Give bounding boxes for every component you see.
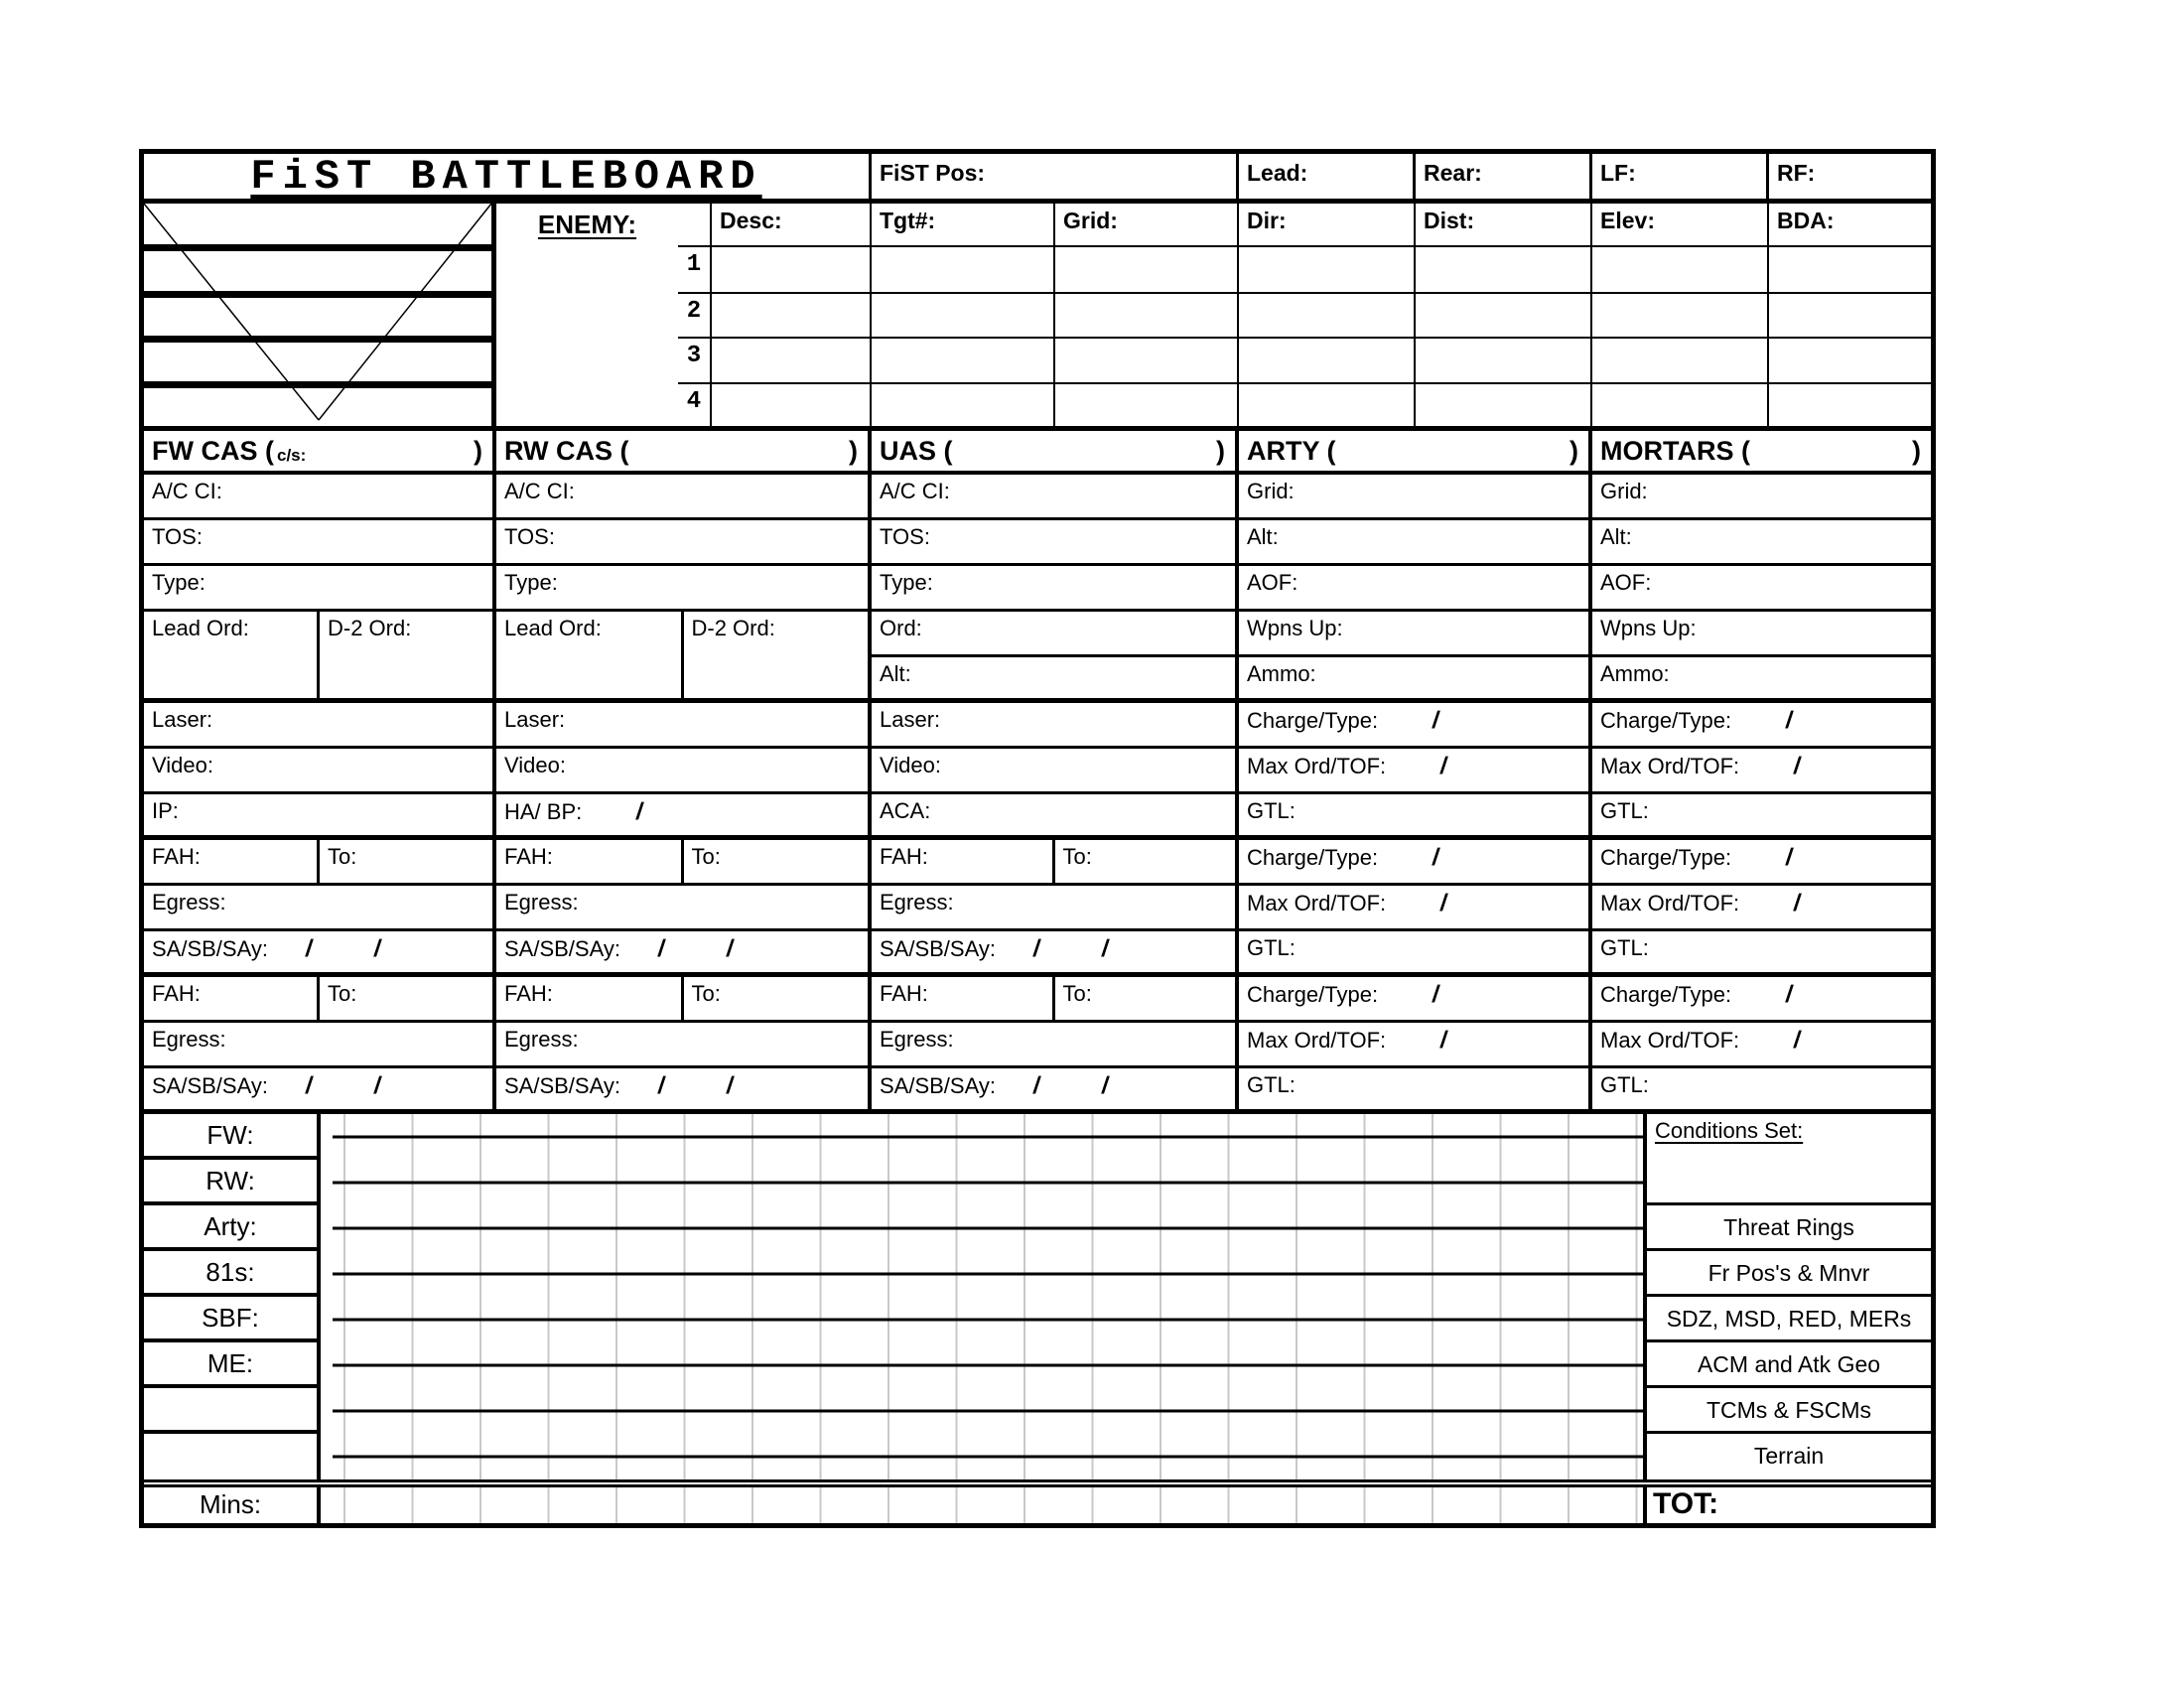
slash-mark: / xyxy=(1099,1072,1111,1099)
mortars-grid-label: Grid: xyxy=(1600,479,1648,503)
enemy-elev-cell-4[interactable] xyxy=(1592,384,1769,426)
enemy-grid-cell-3[interactable] xyxy=(1055,339,1239,384)
arty-charge1-field[interactable] xyxy=(1239,703,1588,749)
enemy-tgt-cell-3[interactable] xyxy=(872,339,1055,384)
arty-gtl3-field[interactable] xyxy=(1239,1068,1588,1114)
enemy-dist-cell-2[interactable] xyxy=(1416,294,1592,339)
mortars-charge1-field[interactable] xyxy=(1592,703,1931,749)
enemy-desc-header: Desc: xyxy=(712,204,872,247)
lead-label: Lead: xyxy=(1247,160,1308,186)
enemy-number-column xyxy=(678,204,712,426)
tot-label: TOT: xyxy=(1653,1487,1719,1520)
enemy-bda-cell-3[interactable] xyxy=(1769,339,1931,384)
enemy-tgt-cell-1[interactable] xyxy=(872,247,1055,294)
slash-mark: / xyxy=(634,798,645,825)
enemy-grid-cell-2[interactable] xyxy=(1055,294,1239,339)
arty-gtl2-label: GTL: xyxy=(1247,935,1296,960)
arty-ammo-label: Ammo: xyxy=(1247,661,1316,686)
top-header-row xyxy=(144,154,1931,204)
rw-sa2-label: SA/SB/SAy: xyxy=(504,1073,620,1098)
mortars-gtl3-label: GTL: xyxy=(1600,1072,1649,1097)
rf-label: RF: xyxy=(1777,160,1816,186)
enemy-grid-column xyxy=(1055,204,1239,426)
condition-threat-rings[interactable]: Threat Rings xyxy=(1647,1205,1931,1251)
arty-maxord1-field[interactable] xyxy=(1239,749,1588,794)
rw-lead-ord-field[interactable] xyxy=(496,612,684,698)
mortars-maxord1-label: Max Ord/TOF: xyxy=(1600,754,1740,778)
uas-video-field[interactable] xyxy=(872,749,1235,794)
fw-cas-close-paren: ) xyxy=(474,435,482,466)
enemy-dir-cell-4[interactable] xyxy=(1239,384,1416,426)
fw-to2-field[interactable] xyxy=(320,977,492,1020)
enemy-row-number-2: 2 xyxy=(678,294,712,339)
fw-ac-ci-label: A/C CI: xyxy=(152,479,222,503)
uas-close-paren: ) xyxy=(1216,435,1225,466)
fw-ip-label: IP: xyxy=(152,798,179,823)
fw-laser-field[interactable] xyxy=(144,703,492,749)
arty-alt-label: Alt: xyxy=(1247,524,1279,549)
mortars-gtl3-field[interactable] xyxy=(1592,1068,1931,1114)
mins-row xyxy=(144,1487,1931,1523)
rw-ac-ci-label: A/C CI: xyxy=(504,479,575,503)
mortars-charge3-field[interactable] xyxy=(1592,977,1931,1023)
enemy-grid-cell-4[interactable] xyxy=(1055,384,1239,426)
enemy-dir-cell-1[interactable] xyxy=(1239,247,1416,294)
arty-charge1-label: Charge/Type: xyxy=(1247,708,1379,733)
timeline-label-81s: 81s: xyxy=(144,1251,317,1297)
fw-ip-field[interactable] xyxy=(144,794,492,840)
arty-grid-field[interactable] xyxy=(1239,475,1588,520)
slash-mark: / xyxy=(1031,1072,1042,1099)
rw-lead-ord-label: Lead Ord: xyxy=(504,616,602,640)
uas-ac-ci-label: A/C CI: xyxy=(880,479,950,503)
mortars-wpns-up-label: Wpns Up: xyxy=(1600,616,1697,640)
uas-title: UAS ( xyxy=(880,435,953,466)
rw-cas-close-paren: ) xyxy=(849,435,858,466)
mortars-charge1-label: Charge/Type: xyxy=(1600,708,1732,733)
enemy-dir-cell-3[interactable] xyxy=(1239,339,1416,384)
mortars-maxord2-label: Max Ord/TOF: xyxy=(1600,891,1740,915)
rw-d2-ord-field[interactable] xyxy=(684,612,869,698)
rw-cas-title: RW CAS ( xyxy=(504,435,629,466)
arty-maxord3-label: Max Ord/TOF: xyxy=(1247,1028,1387,1053)
uas-aca-label: ACA: xyxy=(880,798,931,823)
fw-video-field[interactable] xyxy=(144,749,492,794)
rw-ha-bp-label: HA/ BP: xyxy=(504,799,583,824)
mortars-column xyxy=(1592,431,1931,1114)
conditions-set-text: Conditions Set: xyxy=(1655,1118,1804,1143)
slash-mark: / xyxy=(656,1072,667,1099)
slash-mark: / xyxy=(1031,935,1042,962)
conditions-column xyxy=(1643,1114,1931,1479)
mortars-wpns-up-field[interactable] xyxy=(1592,612,1931,657)
condition-sdz-msd-red-mers[interactable]: SDZ, MSD, RED, MERs xyxy=(1647,1297,1931,1342)
rw-laser-label: Laser: xyxy=(504,707,566,732)
rw-cas-column xyxy=(496,431,872,1114)
uas-alt-label: Alt: xyxy=(880,661,911,686)
asset-columns-section xyxy=(144,431,1931,1114)
fw-tos-label: TOS: xyxy=(152,524,203,549)
condition-fr-pos-mnvr[interactable]: Fr Pos's & Mnvr xyxy=(1647,1251,1931,1297)
fw-to2-label: To: xyxy=(328,981,357,1006)
slash-mark: / xyxy=(724,1072,736,1099)
mins-label-cell xyxy=(144,1487,321,1523)
enemy-desc-cell-1[interactable] xyxy=(712,247,872,294)
enemy-grid-cell-1[interactable] xyxy=(1055,247,1239,294)
rw-to1-label: To: xyxy=(691,844,721,869)
enemy-elev-header: Elev: xyxy=(1592,204,1769,247)
uas-header xyxy=(872,431,1235,475)
uas-sa2-label: SA/SB/SAy: xyxy=(880,1073,996,1098)
mortars-charge2-label: Charge/Type: xyxy=(1600,845,1732,870)
uas-sa1-field[interactable] xyxy=(872,931,1235,977)
timeline-label-blank-1[interactable] xyxy=(144,1388,317,1434)
rw-to2-label: To: xyxy=(691,981,721,1006)
fw-egress1-field[interactable] xyxy=(144,886,492,931)
timeline-label-column xyxy=(144,1114,321,1479)
enemy-target-table xyxy=(678,204,1931,426)
fist-pos-field[interactable] xyxy=(872,154,1239,199)
mortars-close-paren: ) xyxy=(1912,435,1921,466)
uas-to1-label: To: xyxy=(1062,844,1092,869)
rw-egress1-field[interactable] xyxy=(496,886,868,931)
slash-mark: / xyxy=(1792,753,1803,779)
slash-mark: / xyxy=(371,935,383,962)
arty-charge2-label: Charge/Type: xyxy=(1247,845,1379,870)
condition-tcms-fscms[interactable]: TCMs & FSCMs xyxy=(1647,1388,1931,1434)
uas-fah1-label: FAH: xyxy=(880,844,928,869)
enemy-bda-cell-4[interactable] xyxy=(1769,384,1931,426)
enemy-elev-column xyxy=(1592,204,1769,426)
fw-egress2-label: Egress: xyxy=(152,1027,226,1052)
arty-close-paren: ) xyxy=(1570,435,1578,466)
uas-column xyxy=(872,431,1239,1114)
uas-sa1-label: SA/SB/SAy: xyxy=(880,936,996,961)
enemy-grid-header: Grid: xyxy=(1055,204,1239,247)
enemy-tgt-cell-4[interactable] xyxy=(872,384,1055,426)
fw-cas-column xyxy=(144,431,496,1114)
rw-tos-label: TOS: xyxy=(504,524,555,549)
fw-fah1-label: FAH: xyxy=(152,844,201,869)
rw-d2-ord-label: D-2 Ord: xyxy=(691,616,775,640)
rw-ac-ci-field[interactable] xyxy=(496,475,868,520)
uas-ord-label: Ord: xyxy=(880,616,922,640)
lf-label: LF: xyxy=(1600,160,1636,186)
timeline-label-arty: Arty: xyxy=(144,1205,317,1251)
arty-wpns-up-label: Wpns Up: xyxy=(1247,616,1343,640)
enemy-dist-cell-1[interactable] xyxy=(1416,247,1592,294)
mortars-grid-field[interactable] xyxy=(1592,475,1931,520)
enemy-elev-cell-3[interactable] xyxy=(1592,339,1769,384)
uas-fah2-field[interactable] xyxy=(872,977,1055,1020)
page-title-text: FiST BATTLEBOARD xyxy=(250,152,762,201)
enemy-elev-cell-2[interactable] xyxy=(1592,294,1769,339)
fw-sa1-label: SA/SB/SAy: xyxy=(152,936,268,961)
slash-mark: / xyxy=(1784,844,1795,871)
uas-egress2-field[interactable] xyxy=(872,1023,1235,1068)
enemy-tgt-cell-2[interactable] xyxy=(872,294,1055,339)
slash-mark: / xyxy=(656,935,667,962)
fw-cas-title: FW CAS ( xyxy=(152,435,274,466)
mortars-alt-field[interactable] xyxy=(1592,520,1931,566)
slash-mark: / xyxy=(1438,753,1449,779)
enemy-dist-cell-4[interactable] xyxy=(1416,384,1592,426)
conditions-set-header xyxy=(1647,1114,1931,1205)
uas-tos-field[interactable] xyxy=(872,520,1235,566)
mortars-gtl1-field[interactable] xyxy=(1592,794,1931,840)
timeline-grid[interactable] xyxy=(321,1114,1643,1523)
enemy-bda-header: BDA: xyxy=(1769,204,1931,247)
arty-wpns-up-field[interactable] xyxy=(1239,612,1588,657)
enemy-section xyxy=(144,204,1931,431)
arty-gtl1-label: GTL: xyxy=(1247,798,1296,823)
arty-alt-field[interactable] xyxy=(1239,520,1588,566)
fw-type-field[interactable] xyxy=(144,566,492,612)
enemy-row-number-1: 1 xyxy=(678,247,712,294)
arty-title: ARTY ( xyxy=(1247,435,1336,466)
enemy-dist-cell-3[interactable] xyxy=(1416,339,1592,384)
rw-ha-bp-field[interactable] xyxy=(496,794,868,840)
slash-mark: / xyxy=(1438,1027,1449,1054)
uas-egress2-label: Egress: xyxy=(880,1027,954,1052)
mortars-maxord3-label: Max Ord/TOF: xyxy=(1600,1028,1740,1053)
arty-aof-field[interactable] xyxy=(1239,566,1588,612)
rw-fah1-field[interactable] xyxy=(496,840,684,883)
fw-d2-ord-field[interactable] xyxy=(320,612,492,698)
fw-sa1-field[interactable] xyxy=(144,931,492,977)
rear-field[interactable] xyxy=(1416,154,1592,199)
slash-mark: / xyxy=(1792,1027,1803,1054)
mortars-gtl2-field[interactable] xyxy=(1592,931,1931,977)
rw-laser-field[interactable] xyxy=(496,703,868,749)
fist-pos-label: FiST Pos: xyxy=(880,160,986,186)
rw-type-label: Type: xyxy=(504,570,558,595)
mortars-gtl2-label: GTL: xyxy=(1600,935,1649,960)
enemy-row-number-4: 4 xyxy=(678,384,712,426)
fw-d2-ord-label: D-2 Ord: xyxy=(328,616,412,640)
arty-maxord2-label: Max Ord/TOF: xyxy=(1247,891,1387,915)
enemy-dir-header: Dir: xyxy=(1239,204,1416,247)
enemy-bda-column xyxy=(1769,204,1931,426)
enemy-dist-column xyxy=(1416,204,1592,426)
fw-ac-ci-field[interactable] xyxy=(144,475,492,520)
sector-sketch-diagram xyxy=(144,204,491,426)
enemy-dist-header: Dist: xyxy=(1416,204,1592,247)
uas-tos-label: TOS: xyxy=(880,524,930,549)
rw-type-field[interactable] xyxy=(496,566,868,612)
mortars-maxord1-field[interactable] xyxy=(1592,749,1931,794)
fw-lead-ord-label: Lead Ord: xyxy=(152,616,249,640)
rw-egress1-label: Egress: xyxy=(504,890,579,914)
uas-laser-label: Laser: xyxy=(880,707,941,732)
slash-mark: / xyxy=(1431,707,1441,734)
fw-sa2-label: SA/SB/SAy: xyxy=(152,1073,268,1098)
fw-video-label: Video: xyxy=(152,753,213,777)
uas-to1-field[interactable] xyxy=(1055,840,1236,883)
fw-sa2-field[interactable] xyxy=(144,1068,492,1114)
rw-egress2-field[interactable] xyxy=(496,1023,868,1068)
rw-video-field[interactable] xyxy=(496,749,868,794)
slash-mark: / xyxy=(1431,981,1441,1008)
condition-terrain[interactable]: Terrain xyxy=(1647,1434,1931,1479)
enemy-bda-cell-1[interactable] xyxy=(1769,247,1931,294)
mortars-maxord3-field[interactable] xyxy=(1592,1023,1931,1068)
slash-mark: / xyxy=(1438,890,1449,916)
fw-fah2-field[interactable] xyxy=(144,977,320,1020)
mortars-alt-label: Alt: xyxy=(1600,524,1632,549)
rear-label: Rear: xyxy=(1424,160,1482,186)
timeline-label-blank-2[interactable] xyxy=(144,1434,317,1479)
slash-mark: / xyxy=(304,1072,315,1099)
rw-fah2-field[interactable] xyxy=(496,977,684,1020)
fist-battleboard-form xyxy=(139,149,1936,1528)
mortars-aof-field[interactable] xyxy=(1592,566,1931,612)
arty-charge3-field[interactable] xyxy=(1239,977,1588,1023)
slash-mark: / xyxy=(1784,707,1795,734)
mortars-charge2-field[interactable] xyxy=(1592,840,1931,886)
lf-field[interactable] xyxy=(1592,154,1769,199)
uas-sa2-field[interactable] xyxy=(872,1068,1235,1114)
uas-egress1-label: Egress: xyxy=(880,890,954,914)
arty-grid-label: Grid: xyxy=(1247,479,1295,503)
mortars-ammo-field[interactable] xyxy=(1592,657,1931,703)
enemy-desc-cell-3[interactable] xyxy=(712,339,872,384)
fw-type-label: Type: xyxy=(152,570,205,595)
tot-field[interactable] xyxy=(1643,1487,1931,1523)
mortars-ammo-label: Ammo: xyxy=(1600,661,1670,686)
mins-entry-area[interactable] xyxy=(321,1487,1643,1523)
rw-to1-field[interactable] xyxy=(684,840,869,883)
uas-laser-field[interactable] xyxy=(872,703,1235,749)
enemy-heading xyxy=(496,204,678,426)
arty-maxord3-field[interactable] xyxy=(1239,1023,1588,1068)
rw-fah1-label: FAH: xyxy=(504,844,553,869)
timeline-section xyxy=(144,1114,1931,1523)
arty-maxord1-label: Max Ord/TOF: xyxy=(1247,754,1387,778)
slash-mark: / xyxy=(1099,935,1111,962)
fw-cas-callsign-label: c/s: xyxy=(276,445,307,465)
fw-tos-field[interactable] xyxy=(144,520,492,566)
fw-lead-ord-field[interactable] xyxy=(144,612,320,698)
fw-to1-field[interactable] xyxy=(320,840,492,883)
rw-tos-field[interactable] xyxy=(496,520,868,566)
enemy-heading-text: ENEMY: xyxy=(537,210,637,239)
enemy-bda-cell-2[interactable] xyxy=(1769,294,1931,339)
page-title xyxy=(144,154,872,199)
rf-field[interactable] xyxy=(1769,154,1931,199)
uas-fah2-label: FAH: xyxy=(880,981,928,1006)
slash-mark: / xyxy=(1792,890,1803,916)
uas-to2-field[interactable] xyxy=(1055,977,1236,1020)
enemy-desc-cell-2[interactable] xyxy=(712,294,872,339)
rw-to2-field[interactable] xyxy=(684,977,869,1020)
timeline-label-sbf: SBF: xyxy=(144,1297,317,1342)
timeline-label-me: ME: xyxy=(144,1342,317,1388)
mortars-aof-label: AOF: xyxy=(1600,570,1652,595)
uas-fah1-field[interactable] xyxy=(872,840,1055,883)
slash-mark: / xyxy=(724,935,736,962)
enemy-dir-column xyxy=(1239,204,1416,426)
mortars-maxord2-field[interactable] xyxy=(1592,886,1931,931)
fw-fah2-label: FAH: xyxy=(152,981,201,1006)
slash-mark: / xyxy=(1784,981,1795,1008)
mortars-title: MORTARS ( xyxy=(1600,435,1750,466)
uas-ac-ci-field[interactable] xyxy=(872,475,1235,520)
rw-egress2-label: Egress: xyxy=(504,1027,579,1052)
arty-gtl3-label: GTL: xyxy=(1247,1072,1296,1097)
slash-mark: / xyxy=(371,1072,383,1099)
rw-sa2-field[interactable] xyxy=(496,1068,868,1114)
timeline-label-fw: FW: xyxy=(144,1114,317,1160)
lead-field[interactable] xyxy=(1239,154,1416,199)
arty-ammo-field[interactable] xyxy=(1239,657,1588,703)
mortars-header xyxy=(1592,431,1931,475)
mortars-gtl1-label: GTL: xyxy=(1600,798,1649,823)
mortars-charge3-label: Charge/Type: xyxy=(1600,982,1732,1007)
fw-egress1-label: Egress: xyxy=(152,890,226,914)
rw-sa1-label: SA/SB/SAy: xyxy=(504,936,620,961)
condition-acm-atk-geo[interactable]: ACM and Atk Geo xyxy=(1647,1342,1931,1388)
uas-to2-label: To: xyxy=(1062,981,1092,1006)
enemy-number-header-blank xyxy=(678,204,712,247)
rw-fah2-label: FAH: xyxy=(504,981,553,1006)
slash-mark: / xyxy=(304,935,315,962)
uas-alt-field[interactable] xyxy=(872,657,1235,703)
fw-to1-label: To: xyxy=(328,844,357,869)
arty-charge2-field[interactable] xyxy=(1239,840,1588,886)
rw-cas-header xyxy=(496,431,868,475)
fw-laser-label: Laser: xyxy=(152,707,213,732)
enemy-dir-cell-2[interactable] xyxy=(1239,294,1416,339)
uas-ord-field[interactable] xyxy=(872,612,1235,657)
enemy-elev-cell-1[interactable] xyxy=(1592,247,1769,294)
arty-charge3-label: Charge/Type: xyxy=(1247,982,1379,1007)
enemy-tgt-header: Tgt#: xyxy=(872,204,1055,247)
arty-header xyxy=(1239,431,1588,475)
uas-egress1-field[interactable] xyxy=(872,886,1235,931)
fw-fah1-field[interactable] xyxy=(144,840,320,883)
enemy-row-number-3: 3 xyxy=(678,339,712,384)
enemy-desc-cell-4[interactable] xyxy=(712,384,872,426)
arty-column xyxy=(1239,431,1592,1114)
enemy-desc-column xyxy=(712,204,872,426)
fw-cas-header xyxy=(144,431,492,475)
fw-egress2-field[interactable] xyxy=(144,1023,492,1068)
arty-aof-label: AOF: xyxy=(1247,570,1298,595)
rw-sa1-field[interactable] xyxy=(496,931,868,977)
rw-video-label: Video: xyxy=(504,753,566,777)
mins-label-text: Mins: xyxy=(199,1489,262,1519)
uas-aca-field[interactable] xyxy=(872,794,1235,840)
uas-type-label: Type: xyxy=(880,570,933,595)
uas-video-label: Video: xyxy=(880,753,941,777)
enemy-tgt-column xyxy=(872,204,1055,426)
uas-type-field[interactable] xyxy=(872,566,1235,612)
arty-gtl2-field[interactable] xyxy=(1239,931,1588,977)
arty-maxord2-field[interactable] xyxy=(1239,886,1588,931)
arty-gtl1-field[interactable] xyxy=(1239,794,1588,840)
timeline-label-rw: RW: xyxy=(144,1160,317,1205)
section-divider xyxy=(144,1479,1931,1487)
slash-mark: / xyxy=(1431,844,1441,871)
terrain-sketch-area[interactable] xyxy=(144,204,496,426)
